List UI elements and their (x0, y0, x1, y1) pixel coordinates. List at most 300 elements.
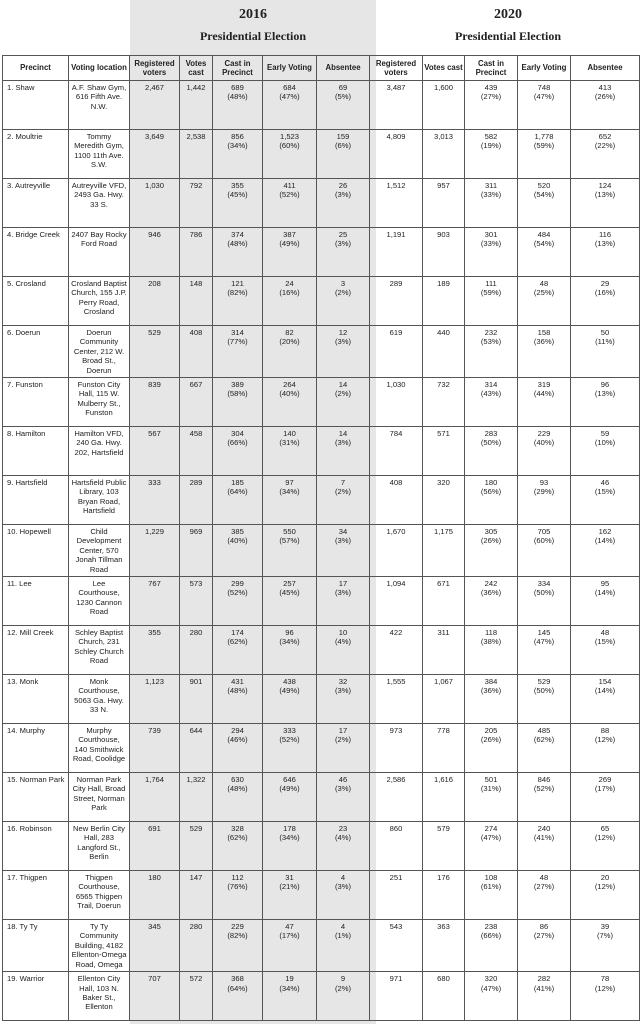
cell-2016-votes-cast-value: 969 (189, 527, 203, 537)
cell-2016-early-voting-value: 19 (285, 974, 294, 984)
cell-2016-registered-value: 839 (148, 380, 161, 390)
voting-location-cell (69, 577, 130, 626)
table-row (3, 179, 640, 228)
voting-location-cell (69, 675, 130, 724)
cell-2016-early-voting (263, 920, 317, 972)
table-row (3, 277, 640, 326)
precinct-cell (3, 378, 69, 427)
cell-2020-votes-cast-value: 1,616 (433, 775, 453, 785)
table-row (3, 773, 640, 822)
cell-2020-absentee (571, 228, 640, 277)
cell-2020-cast-in-precinct-value: 439 (484, 83, 498, 92)
cell-2016-cast-in-precinct (213, 724, 263, 773)
cell-2020-absentee (571, 81, 640, 130)
precinct-cell-value: 19. Warrior (7, 974, 45, 984)
cell-2020-early-voting-value: 145 (537, 628, 551, 638)
cell-2016-absentee-value: 17 (338, 726, 348, 736)
cell-2020-registered (370, 179, 423, 228)
header-2016 (130, 6, 376, 44)
cell-2020-votes-cast-value: 1,600 (433, 83, 453, 92)
cell-2016-cast-in-precinct-value: 431 (231, 677, 244, 687)
cell-2016-absentee-percent: (3%) (334, 882, 352, 892)
cell-2016-votes-cast (180, 427, 213, 476)
voting-location-cell (69, 228, 130, 277)
voting-location-cell-value: 2407 Bay Rocky Ford Road (71, 230, 127, 249)
cell-2016-absentee-value: 4 (340, 922, 346, 932)
cell-2020-absentee-value: 154 (598, 677, 612, 687)
cell-2020-early-voting-percent: (54%) (533, 190, 555, 200)
cell-2016-cast-in-precinct (213, 773, 263, 822)
cell-2020-cast-in-precinct (465, 378, 518, 427)
cell-2020-absentee (571, 277, 640, 326)
cell-2016-absentee (317, 378, 370, 427)
precinct-cell (3, 179, 69, 228)
precinct-cell (3, 724, 69, 773)
cell-2016-absentee-percent: (4%) (334, 637, 352, 647)
cell-2020-cast-in-precinct-percent: (19%) (480, 141, 502, 151)
cell-2020-absentee (571, 476, 640, 525)
cell-2020-registered-value: 4,809 (386, 132, 406, 141)
cell-2020-registered-value: 3,487 (386, 83, 406, 92)
cell-2020-absentee-percent: (13%) (594, 389, 616, 399)
voting-location-cell-value: Hamilton VFD, 240 Ga. Hwy. 202, Hartsfield (74, 429, 124, 457)
cell-2020-registered-value: 408 (389, 478, 403, 488)
cell-2016-cast-in-precinct (213, 675, 263, 724)
cell-2016-registered-value: 1,123 (144, 677, 164, 687)
precinct-cell (3, 675, 69, 724)
cell-2016-registered (130, 476, 180, 525)
cell-2020-absentee-value: 162 (598, 527, 612, 537)
cell-2016-absentee-percent: (3%) (334, 190, 352, 200)
cell-2020-cast-in-precinct-percent: (33%) (480, 239, 502, 249)
cell-2020-absentee-value: 88 (600, 726, 610, 736)
cell-2016-absentee-value: 9 (340, 974, 346, 984)
precinct-cell (3, 773, 69, 822)
cell-2016-cast-in-precinct (213, 525, 263, 577)
cell-2016-cast-in-precinct (213, 179, 263, 228)
voting-location-cell (69, 626, 130, 675)
cell-2020-votes-cast (423, 577, 465, 626)
cell-2020-absentee-percent: (15%) (594, 637, 616, 647)
cell-2020-absentee (571, 822, 640, 871)
cell-2020-absentee (571, 378, 640, 427)
cell-2020-early-voting-percent: (47%) (533, 92, 555, 102)
cell-2016-early-voting-value: 82 (285, 328, 294, 337)
cell-2016-registered (130, 326, 180, 378)
cell-2020-cast-in-precinct-value: 320 (484, 974, 498, 984)
cell-2020-early-voting (518, 920, 571, 972)
cell-2016-cast-in-precinct-value: 294 (231, 726, 244, 736)
cell-2020-early-voting-percent: (25%) (533, 288, 555, 298)
cell-2020-early-voting (518, 228, 571, 277)
cell-2020-early-voting-percent: (40%) (533, 438, 555, 448)
cell-2016-early-voting-value: 684 (283, 83, 296, 92)
cell-2016-early-voting-percent: (60%) (279, 141, 300, 151)
cell-2020-absentee-value: 78 (600, 974, 610, 984)
cell-2016-absentee-value: 23 (338, 824, 348, 834)
cell-2020-cast-in-precinct-percent: (43%) (480, 389, 502, 399)
cell-2020-cast-in-precinct (465, 871, 518, 920)
cell-2020-early-voting-value: 48 (539, 873, 549, 883)
col-header-2020-cast-in-precinct: Cast in Precinct (465, 56, 518, 81)
cell-2020-cast-in-precinct-percent: (47%) (480, 833, 502, 843)
precinct-cell-value: 5. Crosland (7, 279, 46, 288)
cell-2016-early-voting-percent: (17%) (279, 931, 300, 941)
cell-2016-registered-value: 1,229 (144, 527, 164, 537)
cell-2016-cast-in-precinct (213, 130, 263, 179)
cell-2016-registered (130, 822, 180, 871)
cell-2020-cast-in-precinct-value: 232 (484, 328, 498, 337)
cell-2020-early-voting-value: 748 (537, 83, 551, 92)
cell-2016-absentee (317, 724, 370, 773)
cell-2020-absentee-percent: (13%) (594, 239, 616, 249)
cell-2020-cast-in-precinct-value: 238 (484, 922, 498, 932)
cell-2020-registered (370, 326, 423, 378)
precinct-cell-value: 9. Hartsfield (7, 478, 48, 488)
cell-2016-absentee (317, 920, 370, 972)
cell-2020-early-voting (518, 626, 571, 675)
cell-2020-cast-in-precinct-percent: (53%) (480, 337, 502, 347)
cell-2016-cast-in-precinct-percent: (34%) (227, 141, 248, 151)
cell-2016-votes-cast-value: 667 (189, 380, 203, 390)
cell-2016-early-voting (263, 228, 317, 277)
cell-2016-absentee (317, 130, 370, 179)
voting-location-cell (69, 130, 130, 179)
cell-2016-early-voting (263, 179, 317, 228)
cell-2020-cast-in-precinct (465, 822, 518, 871)
cell-2020-votes-cast (423, 427, 465, 476)
cell-2020-votes-cast (423, 773, 465, 822)
cell-2016-cast-in-precinct (213, 626, 263, 675)
cell-2016-absentee-percent: (3%) (334, 588, 352, 598)
table-row (3, 972, 640, 1021)
cell-2016-absentee (317, 179, 370, 228)
col-header-2020-votes-cast: Votes cast (423, 56, 465, 81)
cell-2016-registered-value: 567 (148, 429, 161, 439)
cell-2020-cast-in-precinct-value: 180 (484, 478, 498, 488)
cell-2016-registered-value: 3,649 (144, 132, 164, 141)
cell-2020-early-voting (518, 871, 571, 920)
precinct-cell-value: 16. Robinson (7, 824, 52, 834)
cell-2020-absentee-percent: (16%) (594, 288, 616, 298)
cell-2016-registered (130, 427, 180, 476)
cell-2016-early-voting (263, 378, 317, 427)
cell-2020-early-voting-value: 86 (539, 922, 549, 932)
cell-2020-early-voting-value: 485 (537, 726, 551, 736)
col-header-voting-location: Voting location (69, 56, 130, 81)
cell-2020-absentee-percent: (12%) (594, 833, 616, 843)
cell-2020-absentee (571, 326, 640, 378)
cell-2020-early-voting-percent: (59%) (533, 141, 555, 151)
cell-2016-absentee-percent: (6%) (334, 141, 352, 151)
cell-2020-cast-in-precinct-value: 274 (484, 824, 498, 834)
cell-2016-votes-cast-value: 1,442 (186, 83, 206, 92)
cell-2020-cast-in-precinct (465, 773, 518, 822)
cell-2016-votes-cast (180, 130, 213, 179)
cell-2020-registered (370, 130, 423, 179)
cell-2016-early-voting-value: 550 (283, 527, 296, 537)
cell-2016-votes-cast-value: 573 (189, 579, 203, 589)
cell-2016-votes-cast-value: 901 (189, 677, 203, 687)
col-header-2020-absentee: Absentee (571, 56, 640, 81)
cell-2016-cast-in-precinct-value: 304 (231, 429, 244, 439)
cell-2020-cast-in-precinct-percent: (66%) (480, 931, 502, 941)
cell-2020-votes-cast-value: 363 (437, 922, 450, 932)
col-header-precinct: Precinct (3, 56, 69, 81)
precinct-cell (3, 525, 69, 577)
cell-2016-early-voting-percent: (40%) (279, 389, 300, 399)
cell-2016-early-voting (263, 871, 317, 920)
cell-2020-early-voting-value: 229 (537, 429, 551, 439)
table-header-row (3, 56, 640, 81)
cell-2016-early-voting-value: 97 (285, 478, 294, 488)
precinct-cell-value: 12. Mill Creek (7, 628, 54, 638)
cell-2016-absentee-percent: (2%) (334, 487, 352, 497)
table-row (3, 920, 640, 972)
cell-2016-cast-in-precinct-value: 314 (231, 328, 244, 337)
cell-2016-early-voting-percent: (34%) (279, 983, 300, 993)
cell-2016-cast-in-precinct (213, 476, 263, 525)
cell-2016-cast-in-precinct-value: 856 (231, 132, 244, 141)
cell-2016-cast-in-precinct-percent: (64%) (227, 983, 248, 993)
col-header-2016-registered: Registered voters (130, 56, 180, 81)
cell-2016-cast-in-precinct-value: 368 (231, 974, 244, 984)
cell-2020-cast-in-precinct-value: 501 (484, 775, 498, 785)
cell-2016-registered (130, 871, 180, 920)
cell-2016-registered (130, 378, 180, 427)
cell-2016-early-voting (263, 277, 317, 326)
table-row (3, 81, 640, 130)
cell-2020-registered-value: 1,094 (386, 579, 406, 589)
voting-location-cell (69, 476, 130, 525)
cell-2020-registered-value: 971 (389, 974, 403, 984)
cell-2016-cast-in-precinct (213, 920, 263, 972)
cell-2020-absentee-value: 46 (600, 478, 610, 488)
cell-2016-registered-value: 2,467 (144, 83, 164, 92)
cell-2016-early-voting-value: 646 (283, 775, 296, 785)
cell-2020-early-voting-value: 282 (537, 974, 551, 984)
cell-2020-votes-cast (423, 626, 465, 675)
cell-2016-absentee-percent: (2%) (334, 983, 352, 993)
cell-2016-votes-cast (180, 577, 213, 626)
cell-2020-cast-in-precinct (465, 130, 518, 179)
cell-2016-early-voting-value: 1,523 (279, 132, 299, 141)
voting-location-cell (69, 920, 130, 972)
cell-2020-early-voting-value: 846 (537, 775, 551, 785)
cell-2016-votes-cast-value: 289 (189, 478, 203, 488)
cell-2020-early-voting-value: 705 (537, 527, 551, 537)
cell-2020-registered-value: 543 (389, 922, 403, 932)
cell-2020-votes-cast-value: 680 (437, 974, 450, 984)
cell-2016-early-voting (263, 773, 317, 822)
cell-2020-votes-cast (423, 476, 465, 525)
precinct-cell (3, 427, 69, 476)
cell-2020-votes-cast-value: 189 (437, 279, 450, 288)
cell-2016-cast-in-precinct-percent: (62%) (227, 637, 248, 647)
cell-2020-votes-cast-value: 3,013 (433, 132, 453, 141)
cell-2016-early-voting-value: 257 (283, 579, 296, 589)
cell-2020-cast-in-precinct-percent: (38%) (480, 637, 502, 647)
cell-2016-registered (130, 130, 180, 179)
cell-2016-cast-in-precinct (213, 822, 263, 871)
cell-2016-cast-in-precinct (213, 871, 263, 920)
cell-2020-votes-cast-value: 579 (437, 824, 450, 834)
cell-2020-early-voting (518, 277, 571, 326)
cell-2016-cast-in-precinct-value: 630 (231, 775, 244, 785)
precinct-cell-value: 1. Shaw (7, 83, 35, 92)
voting-location-cell (69, 179, 130, 228)
cell-2020-cast-in-precinct (465, 577, 518, 626)
cell-2016-early-voting (263, 326, 317, 378)
voting-location-cell-value: Murphy Courthouse, 140 Smithwick Road, Coolidge (72, 726, 126, 764)
cell-2016-votes-cast (180, 179, 213, 228)
cell-2020-early-voting-value: 93 (539, 478, 549, 488)
cell-2020-cast-in-precinct-value: 108 (484, 873, 498, 883)
cell-2020-early-voting (518, 773, 571, 822)
col-header-2016-votes-cast: Votes cast (180, 56, 213, 81)
precinct-cell-value: 15. Norman Park (7, 775, 65, 785)
cell-2020-cast-in-precinct-percent: (56%) (480, 487, 502, 497)
cell-2016-votes-cast (180, 920, 213, 972)
table-row (3, 675, 640, 724)
cell-2016-registered (130, 724, 180, 773)
cell-2020-registered-value: 289 (389, 279, 403, 288)
cell-2016-votes-cast (180, 822, 213, 871)
cell-2020-cast-in-precinct-value: 283 (484, 429, 498, 439)
cell-2016-early-voting-percent: (57%) (279, 536, 300, 546)
cell-2020-registered (370, 427, 423, 476)
cell-2020-registered-value: 1,030 (386, 380, 406, 390)
cell-2020-early-voting-percent: (27%) (533, 882, 555, 892)
cell-2016-registered (130, 228, 180, 277)
cell-2020-registered (370, 724, 423, 773)
cell-2016-absentee-percent: (2%) (334, 389, 352, 399)
cell-2016-absentee-percent: (5%) (334, 92, 352, 102)
table-row (3, 724, 640, 773)
cell-2020-registered-value: 1,512 (386, 181, 406, 190)
cell-2020-cast-in-precinct (465, 326, 518, 378)
cell-2016-absentee (317, 525, 370, 577)
cell-2020-early-voting-value: 520 (537, 181, 551, 190)
cell-2020-cast-in-precinct-value: 311 (484, 181, 498, 190)
cell-2016-absentee-value: 17 (338, 579, 348, 589)
cell-2016-absentee (317, 822, 370, 871)
col-header-2016-early-voting: Early Voting (263, 56, 317, 81)
table-row (3, 326, 640, 378)
cell-2020-cast-in-precinct-value: 301 (484, 230, 498, 239)
cell-2020-votes-cast (423, 675, 465, 724)
cell-2020-cast-in-precinct-value: 242 (484, 579, 498, 589)
cell-2016-early-voting-percent: (21%) (279, 882, 300, 892)
cell-2016-absentee (317, 972, 370, 1021)
cell-2020-votes-cast-value: 732 (437, 380, 450, 390)
precinct-cell (3, 277, 69, 326)
cell-2016-votes-cast-value: 1,322 (186, 775, 206, 785)
cell-2020-cast-in-precinct-value: 582 (484, 132, 498, 141)
cell-2016-absentee-value: 69 (338, 83, 348, 92)
col-header-2016-absentee: Absentee (317, 56, 370, 81)
cell-2016-early-voting (263, 525, 317, 577)
cell-2016-absentee-percent: (3%) (334, 239, 352, 249)
cell-2020-early-voting-percent: (44%) (533, 389, 555, 399)
cell-2016-votes-cast-value: 2,538 (186, 132, 206, 141)
cell-2020-registered (370, 675, 423, 724)
cell-2020-absentee (571, 525, 640, 577)
cell-2016-early-voting-percent: (16%) (279, 288, 300, 298)
cell-2016-early-voting-percent: (34%) (279, 833, 300, 843)
cell-2016-absentee-value: 3 (340, 279, 346, 288)
cell-2020-absentee-value: 96 (600, 380, 610, 390)
cell-2016-absentee (317, 577, 370, 626)
cell-2016-absentee (317, 228, 370, 277)
cell-2016-early-voting (263, 724, 317, 773)
cell-2016-early-voting-value: 140 (283, 429, 296, 439)
cell-2016-votes-cast-value: 529 (189, 824, 203, 834)
cell-2020-absentee-percent: (7%) (596, 931, 614, 941)
cell-2020-votes-cast (423, 972, 465, 1021)
cell-2016-absentee-value: 26 (338, 181, 348, 190)
precinct-cell (3, 130, 69, 179)
cell-2016-registered-value: 707 (148, 974, 161, 984)
cell-2016-cast-in-precinct (213, 277, 263, 326)
voting-location-cell-value: A.F. Shaw Gym, 616 Fifth Ave. N.W. (71, 83, 127, 111)
cell-2020-absentee (571, 773, 640, 822)
cell-2020-absentee-percent: (14%) (594, 588, 616, 598)
cell-2016-cast-in-precinct-value: 185 (231, 478, 244, 488)
cell-2020-early-voting (518, 378, 571, 427)
cell-2016-cast-in-precinct-percent: (48%) (227, 784, 248, 794)
precinct-cell-value: 3. Autreyville (7, 181, 51, 190)
cell-2020-early-voting-percent: (54%) (533, 239, 555, 249)
cell-2016-votes-cast (180, 724, 213, 773)
cell-2016-early-voting (263, 972, 317, 1021)
header-2020-title: Presidential Election (454, 29, 562, 43)
cell-2020-cast-in-precinct-value: 205 (484, 726, 498, 736)
cell-2020-early-voting (518, 130, 571, 179)
cell-2020-absentee (571, 427, 640, 476)
cell-2016-absentee-percent: (2%) (334, 288, 352, 298)
cell-2016-absentee-percent: (3%) (334, 686, 352, 696)
cell-2016-early-voting-percent: (34%) (279, 637, 300, 647)
cell-2020-early-voting-value: 484 (537, 230, 551, 239)
voting-location-cell-value: Thigpen Courthouse, 6565 Thigpen Trail, Doerun (75, 873, 123, 911)
cell-2016-absentee (317, 626, 370, 675)
cell-2020-registered (370, 577, 423, 626)
cell-2020-early-voting (518, 427, 571, 476)
cell-2016-early-voting-percent: (31%) (279, 438, 300, 448)
cell-2020-registered (370, 626, 423, 675)
table-row (3, 871, 640, 920)
cell-2016-absentee-value: 25 (338, 230, 348, 239)
cell-2016-votes-cast-value: 408 (189, 328, 203, 337)
cell-2016-absentee-percent: (3%) (334, 337, 352, 347)
cell-2016-registered-value: 529 (148, 328, 161, 337)
cell-2020-registered-value: 1,670 (386, 527, 406, 537)
cell-2016-registered-value: 1,030 (144, 181, 164, 190)
cell-2016-registered (130, 525, 180, 577)
cell-2020-absentee-percent: (11%) (595, 337, 615, 347)
cell-2016-cast-in-precinct-percent: (40%) (227, 536, 248, 546)
voting-location-cell (69, 427, 130, 476)
precinct-cell-value: 10. Hopewell (7, 527, 51, 537)
cell-2020-registered-value: 784 (389, 429, 403, 439)
cell-2020-registered (370, 525, 423, 577)
cell-2020-early-voting-percent: (52%) (533, 784, 555, 794)
cell-2020-absentee-percent: (26%) (594, 92, 616, 102)
cell-2016-early-voting-percent: (20%) (279, 337, 300, 347)
cell-2020-absentee (571, 179, 640, 228)
cell-2020-early-voting (518, 81, 571, 130)
